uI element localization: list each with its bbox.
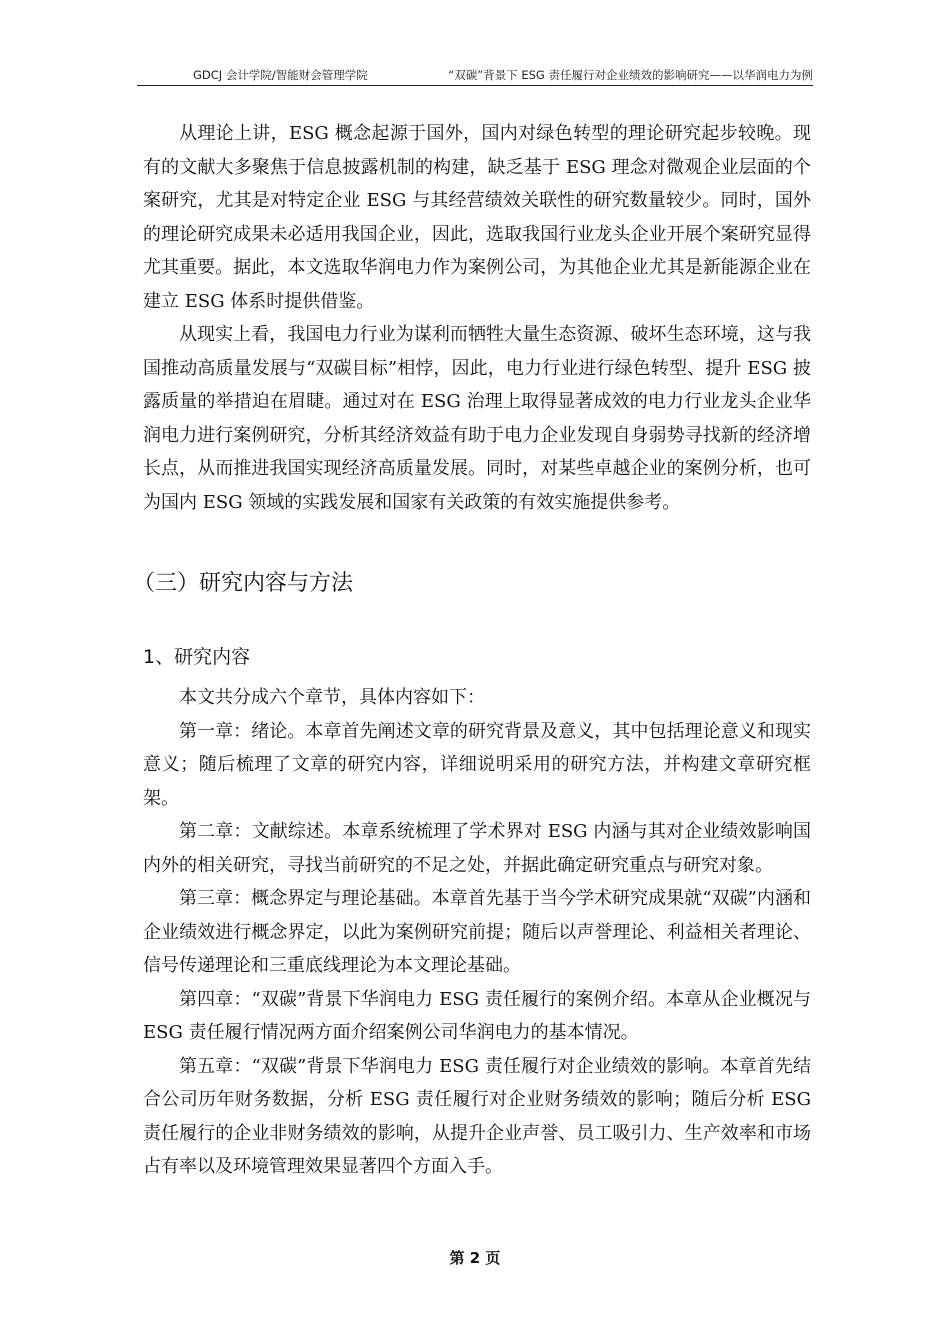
- paragraph-chapter-1: 第一章：绪论。本章首先阐述文章的研究背景及意义，其中包括理论意义和现实意义；随后梳理了文章的研究内容，详细说明采用的研究方法，并构建文章研究框架。: [143, 720, 811, 809]
- paragraph-chapter-5: 第五章：“双碳”背景下华润电力 ESG 责任履行对企业绩效的影响。本章首先结合公司历年财务数据，分析 ESG 责任履行对企业财务绩效的影响；随后分析 ESG 责任履行的企业非财务绩效的影响，从提升企业声誉、员工吸引力、生产效率和市场占有率以及环境管理效果显著四个方面入手。: [143, 1055, 811, 1177]
- header-school: GDCJ 会计学院/智能财会管理学院: [193, 68, 368, 82]
- section-title: （三）研究内容与方法: [133, 571, 354, 596]
- paragraph-reality: 从现实上看，我国电力行业为谋利而牺牲大量生态资源、破坏生态环境，这与我国推动高质量发展与“双碳目标”相悖，因此，电力行业进行绿色转型、提升 ESG 披露质量的举措迫在眉睫。通过对在 ESG 治理上取得显著成效的电力行业龙头企业华润电力进行案例研究，分析其经济效益有助于电力企业发现自身弱势寻找新的经济增长点，从而推进我国实现经济高质量发展。同时，对某些卓越企业的案例分析，也可为国内 ESG 领域的实践发展和国家有关政策的有效实施提供参考。: [143, 324, 811, 513]
- subsection-title: 1、研究内容: [143, 646, 251, 668]
- paragraph-chapter-2: 第二章：文献综述。本章系统梳理了学术界对 ESG 内涵与其对企业绩效影响国内外的相关研究，寻找当前研究的不足之处，并据此确定研究重点与研究对象。: [143, 821, 811, 876]
- page-body: [133, 117, 811, 1184]
- page-header: [137, 67, 813, 86]
- paragraph-chapter-3: 第三章：概念界定与理论基础。本章首先基于当今学术研究成果就“双碳”内涵和企业绩效进行概念界定，以此为案例研究前提；随后以声誉理论、利益相关者理论、信号传递理论和三重底线理论为本文理论基础。: [143, 888, 811, 976]
- paragraph-theory: 从理论上讲，ESG 概念起源于国外，国内对绿色转型的理论研究起步较晚。现有的文献大多聚焦于信息披露机制的构建，缺乏基于 ESG 理念对微观企业层面的个案研究，尤其是对特定企业 ESG 与其经营绩效关联性的研究数量较少。同时，国外的理论研究成果未必适用我国企业，因此，选取我国行业龙头企业开展个案研究显得尤其重要。据此，本文选取华润电力作为案例公司，为其他企业尤其是新能源企业在建立 ESG 体系时提供借鉴。: [143, 123, 811, 312]
- page-number: 第 2 页: [449, 1249, 501, 1267]
- header-paper-title: “双碳”背景下 ESG 责任履行对企业绩效的影响研究——以华润电力为例: [448, 68, 813, 82]
- paragraph-chapter-4: 第四章：“双碳”背景下华润电力 ESG 责任履行的案例介绍。本章从企业概况与 ESG 责任履行情况两方面介绍案例公司华润电力的基本情况。: [143, 988, 811, 1043]
- paragraph-intro: 本文共分成六个章节，具体内容如下：: [179, 687, 485, 708]
